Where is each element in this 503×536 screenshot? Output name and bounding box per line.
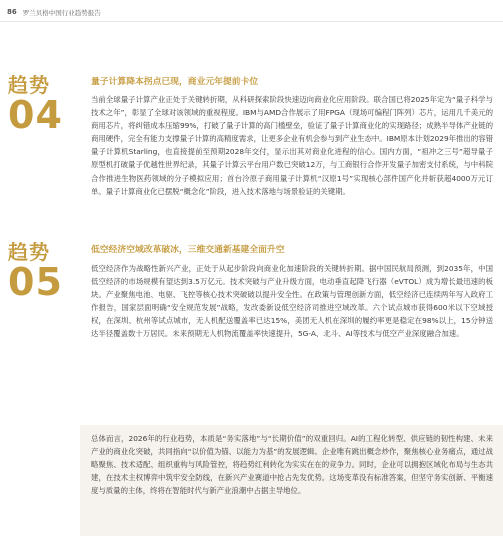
trend-04-body: 当前全球量子计算产业正处于关键转折期，从科研探索阶段快速迈向商业化应用阶段。联合国已将2025年定为“量子科学与技术之年”，彰显了全球对该领域的重视程度。IBM与AMD合作展示了用FPGA（现场可编程门阵列）芯片，运用几千美元的商用芯片，将纠错成本压缩99%，打破了量子计算的高门槛壁垒，验证了量子计算商业化的实现路径；成熟半导体产业链的商用硬件，完全有能力支撑量子计算的高精度需求，让更多企业有机会参与到产业生态中。IBM原本计划2029年推出的容错量子计算机Starling，也直接提前至预期2028年交付，显示出其对商业化进程的信心。国内方面，“祖冲之三号”超导量子原型机打破量子优越性世界纪录，其量子计算云平台用户数已突破12万，与工商银行合作开发量子加密支付系统，与中科院合作推进生物医药领域的分子模拟应用；首台冷原子商用量子计算机“汉原1号”实现核心部件国产化并斩获超4000万元订单。量子计算商业化已摆脱“概念化”阶段，进入技术落地与场景验证的关键期。 <box>91 95 493 196</box>
trend-number: 05 <box>8 260 63 304</box>
trend-05-body: 低空经济作为战略性新兴产业，正处于从起步阶段向商业化加速阶段的关键转折期。据中国民航局预测，到2035年，中国低空经济的市场规模有望达到3.5万亿元。技术突破与产业升级方面，电动垂直起降飞行器（eVTOL）成为增长最迅速的板块。产业聚焦电池、电驱、飞控等核心技术突破破以提升安全性。在政策与管理创新方面，低空经济已连续两年写入政府工作报告，国家层面明确“安全规范发展”战略，发改委新设低空经济司推进空域改革。六个试点城市获得600米以下空域授权，在深圳、杭州等试点城市，无人机配送覆盖率已达15%，美团无人机在深圳的履约率更是稳定在98%以上，15分钟送达半径覆盖数十万居民。未来预期无人机物流覆盖率快速提升，5G-A、北斗、AI等技术与低空产业深度融合加速。 <box>91 264 493 339</box>
trend-label: 趋势 <box>8 73 50 97</box>
trend-04-marker <box>8 73 63 137</box>
trend-04-title: 量子计算降本拐点已现，商业元年提前卡位 <box>91 77 259 87</box>
summary-text: 总体而言，2026年的行业趋势，本质是“务实落地”与“长期价值”的双重回归。AI的工程化转型、供应链的韧性构建、未来产业的商业化突破，共同指向“以价值为锚、以能力为基”的发展逻辑。企业唯有跳出概念炒作，聚焦核心业务痛点，通过战略聚焦、技术适配、组织重构与风险管控，将趋势红利转化为实实在在的竞争力。同时，企业可以拥抱区域化布局与生态共建，在技术主权博弈中筑牢安全防线，在新兴产业赛道中抢占先发优势。这场变革没有标准答案，但坚守务实创新、平衡速度与质量的主体，终将在智能时代与新产业浪潮中占据主导地位。 <box>91 434 493 496</box>
trend-05-marker <box>8 240 63 304</box>
header-divider <box>0 21 503 22</box>
report-title: 罗兰贝格中国行业趋势报告 <box>22 8 101 17</box>
trend-label: 趋势 <box>8 240 50 264</box>
trend-number: 04 <box>8 93 63 137</box>
page-header <box>7 5 101 19</box>
trend-05-title: 低空经济空域改革破冰，三维交通新基建全面升空 <box>91 245 285 255</box>
page-number: 86 <box>7 8 17 16</box>
